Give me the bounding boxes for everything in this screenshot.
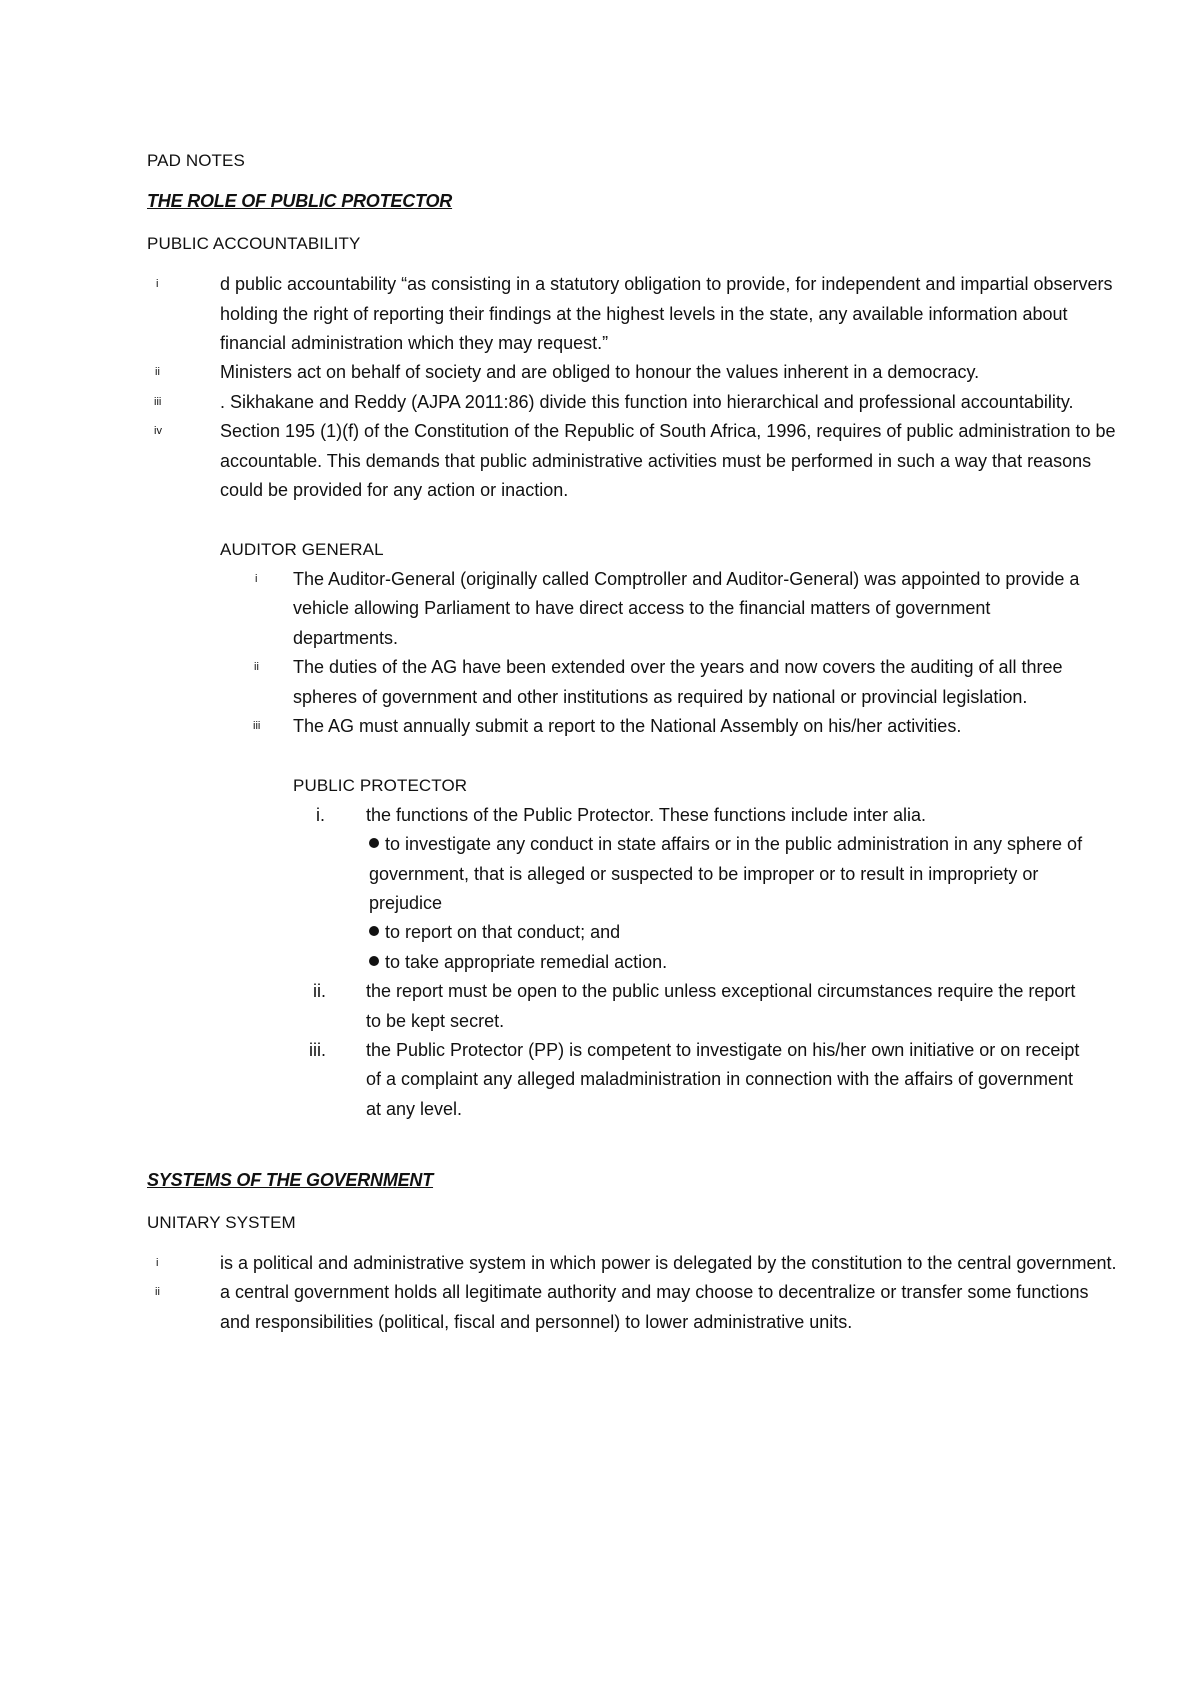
doc-label: PAD NOTES <box>147 151 245 170</box>
section-title-systems-of-government: SYSTEMS OF THE GOVERNMENT <box>147 1170 434 1191</box>
list-item <box>255 565 1083 653</box>
document-body <box>147 146 1117 1337</box>
list-item <box>316 801 1086 977</box>
bullet-text: to report on that conduct; and <box>385 922 621 943</box>
bullet-text: to take appropriate remedial action. <box>385 951 668 972</box>
list-item-text: The AG must annually submit a report to the National Assembly on his/her activities. <box>293 715 962 736</box>
section-title-public-protector: THE ROLE OF PUBLIC PROTECTOR <box>147 191 453 212</box>
bullet-dot-icon <box>369 956 379 966</box>
list-marker: i <box>156 1257 159 1269</box>
list-marker: i <box>255 572 258 585</box>
subheading-public-accountability: PUBLIC ACCOUNTABILITY <box>147 233 361 253</box>
list-item-text: Ministers act on behalf of society and are obliged to honour the values inherent in a democracy. <box>220 362 980 383</box>
list-item-text: the functions of the Public Protector. These functions include inter alia. <box>366 804 926 825</box>
list-item <box>154 388 1120 417</box>
list-marker: i. <box>316 804 325 825</box>
bullet-dot-icon <box>369 926 379 936</box>
unitary-list <box>147 1249 1120 1337</box>
list-item-text: The duties of the AG have been extended over the years and now covers the auditing of all three spheres of government and other institutions as required by national or provincial legislation. <box>293 657 1063 707</box>
list-marker: iv <box>154 425 162 438</box>
list-item <box>156 1249 1120 1278</box>
accountability-list <box>147 270 1120 505</box>
list-item <box>313 977 1086 1036</box>
list-item-text: the report must be open to the public unless exceptional circumstances require the report to be kept secret. <box>366 981 1076 1031</box>
list-item-text: d public accountability “as consisting in a statutory obligation to provide, for independent and impartial observers holding the right of reporting their findings at the highest levels in the state, any available information about financial administration which they may request.” <box>220 274 1113 354</box>
bullet-item <box>366 918 1086 947</box>
subheading-public-protector: PUBLIC PROTECTOR <box>293 776 468 796</box>
list-marker: iii. <box>309 1039 326 1060</box>
list-item-text: . Sikhakane and Reddy (AJPA 2011:86) divide this function into hierarchical and professional accountability. <box>220 391 1074 412</box>
list-item-text: Section 195 (1)(f) of the Constitution of the Republic of South Africa, 1996, requires of public administration to be accountable. This demands that public administrative activities must be performed in such a way that reasons could be provided for any action or inaction. <box>220 421 1116 501</box>
list-marker: ii <box>155 366 160 379</box>
list-item-text: is a political and administrative system in which power is delegated by the constitution to the central government. <box>220 1253 1117 1273</box>
protector-list <box>293 801 1086 1124</box>
list-marker: iii <box>253 719 261 732</box>
list-item <box>254 653 1083 712</box>
list-marker: iii <box>154 395 162 408</box>
list-item <box>154 417 1120 505</box>
list-item-text: The Auditor-General (originally called Comptroller and Auditor-General) was appointed to provide a vehicle allowing Parliament to have direct access to the financial matters of government departments. <box>293 568 1080 648</box>
auditor-general-section <box>147 535 1083 1124</box>
public-protector-section <box>220 771 1083 1124</box>
list-marker: i <box>156 278 159 291</box>
list-item-text: the Public Protector (PP) is competent to investigate on his/her own initiative or on receipt of a complaint any alleged maladministration in connection with the affairs of government at any level. <box>366 1039 1080 1119</box>
list-item <box>309 1036 1086 1124</box>
list-item <box>155 1278 1120 1337</box>
list-marker: ii. <box>313 981 326 1002</box>
subheading-unitary-system: UNITARY SYSTEM <box>147 1212 296 1232</box>
list-item <box>156 270 1120 358</box>
list-marker: ii <box>254 661 259 674</box>
auditor-list <box>220 565 1083 741</box>
list-marker: ii <box>155 1286 160 1299</box>
list-item <box>155 358 1120 387</box>
list-item-text: a central government holds all legitimate authority and may choose to decentralize or transfer some functions and responsibilities (political, fiscal and personnel) to lower administrative units. <box>220 1282 1089 1332</box>
bullet-text: to investigate any conduct in state affairs or in the public administration in any sphere of government, that is alleged or suspected to be improper or to result in impropriety or prejudice <box>369 834 1083 913</box>
bullet-dot-icon <box>369 838 379 848</box>
bullet-item <box>366 948 1086 977</box>
list-item <box>253 712 1083 741</box>
bullet-item <box>366 830 1086 918</box>
subheading-auditor-general: AUDITOR GENERAL <box>220 540 384 560</box>
